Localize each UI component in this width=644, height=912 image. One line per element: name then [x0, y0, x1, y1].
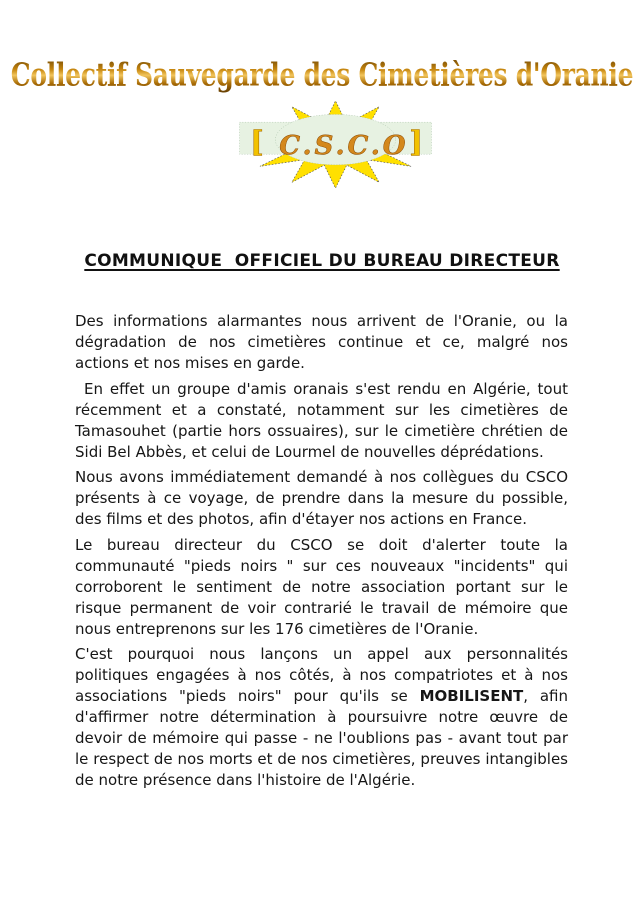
- logo-left-bracket: [: [249, 124, 264, 159]
- paragraph-alarming-news: Des informations alarmantes nous arrivent de l'Oranie, ou la dégradation de nos cimetières continue et ce, malgré nos actions et nos mises en garde.: [75, 312, 568, 372]
- paragraph-films-photos-request: Nous avons immédiatement demandé à nos collègues du CSCO présents à ce voyage, de prendre dans la mesure du possible, des films et des photos, afin d'étayer nos actions en France.: [75, 468, 568, 528]
- logo-acronym: C.S.C.O: [278, 130, 409, 162]
- logo-right-bracket: ]: [408, 124, 423, 159]
- paragraph-oran-group-visit: En effet un groupe d'amis oranais s'est rendu en Algérie, tout récemment et a constaté, notamment sur les cimetières de Tamasouhet (partie hors ossuaires), sur le cimetière chrétien de Sidi Bel Abbès, et celui de Lourmel de nouvelles déprédations.: [75, 379, 568, 461]
- organization-banner-title: Collectif Sauvegarde des Cimetières d'Oranie: [0, 56, 644, 93]
- paragraph-call-to-mobilise: [75, 644, 568, 791]
- paragraph-call-tail: , afin d'affirmer notre détermination à poursuivre notre œuvre de devoir de mémoire qui passe - ne l'oublions pas - avant tout par le respect de nos morts et de nos cimetières, preuves intangibles de notre présence dans l'histoire de l'Algérie.: [75, 687, 568, 789]
- paragraph-bureau-alert: Le bureau directeur du CSCO se doit d'alerter toute la communauté "pieds noirs " sur ces nouveaux "incidents" qui corroborent le sentiment de notre association portant sur le risque permanent de voir contrarié le travail de mémoire que nous entreprenons sur les 176 cimetières de l'Oranie.: [75, 535, 568, 638]
- csco-sunburst-logo: [238, 96, 433, 193]
- communique-heading: COMMUNIQUE OFFICIEL DU BUREAU DIRECTEUR: [84, 251, 560, 271]
- sunburst-logo-svg: [238, 96, 433, 193]
- mobilisent-emphasis: MOBILISENT: [419, 687, 524, 705]
- document-body: [0, 311, 644, 791]
- document-header: [0, 56, 644, 193]
- paragraph-call-lead: C'est pourquoi nous lançons un appel aux personnalités politiques engagées à nos côtés, à nos compatriotes et à nos associations "pieds noirs" pour qu'ils se: [75, 645, 568, 705]
